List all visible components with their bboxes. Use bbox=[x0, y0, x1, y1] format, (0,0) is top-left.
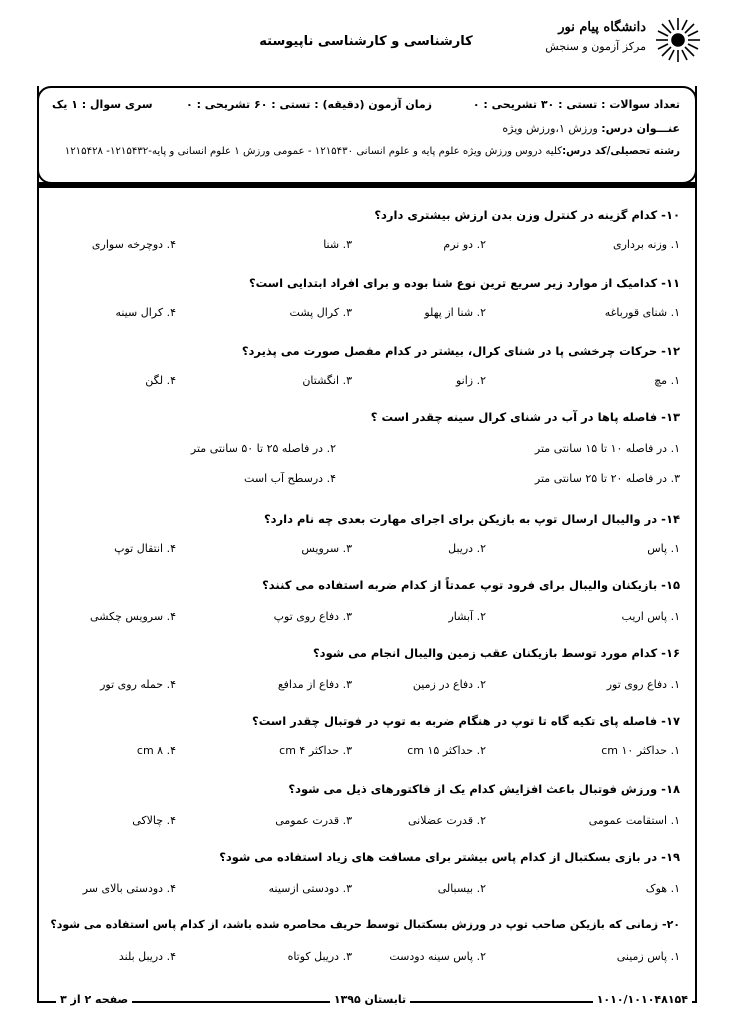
q17-option-2[interactable]: ۲. حداکثر ۱۵ cm bbox=[407, 744, 486, 757]
info-box-divider bbox=[37, 182, 697, 188]
q14-option-4[interactable]: ۴. انتقال توپ bbox=[114, 542, 176, 555]
question-10: ۱۰- کدام گزینه در کنترل وزن بدن ارزش بیشتری دارد؟ bbox=[374, 208, 680, 222]
q13-option-1[interactable]: ۱. در فاصله ۱۰ تا ۱۵ سانتی متر bbox=[534, 442, 680, 455]
q14-option-1[interactable]: ۱. پاس bbox=[647, 542, 680, 555]
course-value: ورزش ۱،ورزش ویژه bbox=[502, 122, 602, 135]
q20-option-1[interactable]: ۱. پاس زمینی bbox=[616, 950, 680, 963]
q10-option-3[interactable]: ۳. شنا bbox=[323, 238, 352, 251]
field-label: رشته تحصیلی/کد درس: bbox=[562, 146, 680, 157]
question-19: ۱۹- در بازی بسکتبال از کدام پاس بیشتر برای مسافت های زیاد استفاده می شود؟ bbox=[219, 850, 680, 864]
q20-option-4[interactable]: ۴. دریبل بلند bbox=[118, 950, 176, 963]
q14-option-2[interactable]: ۲. دریبل bbox=[448, 542, 486, 555]
q10-option-1[interactable]: ۱. وزنه برداری bbox=[612, 238, 680, 251]
q12-option-4[interactable]: ۴. لگن bbox=[145, 374, 176, 387]
q11-option-3[interactable]: ۳. کرال پشت bbox=[289, 306, 352, 319]
q12-option-2[interactable]: ۲. زانو bbox=[455, 374, 486, 387]
course-title bbox=[502, 122, 680, 135]
q11-option-4[interactable]: ۴. کرال سینه bbox=[115, 306, 176, 319]
page-number: صفحه ۲ از ۳ bbox=[56, 993, 132, 1006]
q10-option-2[interactable]: ۲. دو نرم bbox=[443, 238, 486, 251]
q13-option-2[interactable]: ۲. در فاصله ۲۵ تا ۵۰ سانتی متر bbox=[190, 442, 336, 455]
q16-option-3[interactable]: ۳. دفاع از مدافع bbox=[277, 678, 352, 691]
q16-option-2[interactable]: ۲. دفاع در زمین bbox=[412, 678, 486, 691]
q15-option-4[interactable]: ۴. سرویس چکشی bbox=[90, 610, 176, 623]
q14-option-3[interactable]: ۳. سرویس bbox=[301, 542, 352, 555]
q13-option-3[interactable]: ۳. در فاصله ۲۰ تا ۲۵ سانتی متر bbox=[534, 472, 680, 485]
q15-option-2[interactable]: ۲. آبشار bbox=[448, 610, 486, 623]
field-of-study bbox=[65, 146, 680, 157]
exam-time: زمان آزمون (دقیقه) : تستی : ۶۰ تشریحی : ۰ bbox=[186, 98, 432, 111]
q16-option-4[interactable]: ۴. حمله روی تور bbox=[100, 678, 176, 691]
q11-option-1[interactable]: ۱. شنای قورباغه bbox=[604, 306, 680, 319]
q12-option-1[interactable]: ۱. مچ bbox=[654, 374, 680, 387]
question-16: ۱۶- کدام مورد توسط بازیکنان عقب زمین والیبال انجام می شود؟ bbox=[313, 646, 680, 660]
q20-option-2[interactable]: ۲. پاس سینه دودست bbox=[389, 950, 486, 963]
q15-option-1[interactable]: ۱. پاس اریب bbox=[621, 610, 680, 623]
q17-option-4[interactable]: ۴. ۸ cm bbox=[136, 744, 176, 757]
question-15: ۱۵- بازیکنان والیبال برای فرود توپ عمدتاً از کدام ضربه استفاده می کنند؟ bbox=[262, 578, 680, 592]
q11-option-2[interactable]: ۲. شنا از پهلو bbox=[424, 306, 486, 319]
q10-option-4[interactable]: ۴. دوچرخه سواری bbox=[91, 238, 176, 251]
course-label: عنـــوان درس: bbox=[601, 122, 680, 135]
q19-option-3[interactable]: ۳. دودستی ازسینه bbox=[268, 882, 352, 895]
q12-option-3[interactable]: ۳. انگشتان bbox=[302, 374, 352, 387]
q18-option-3[interactable]: ۳. قدرت عمومی bbox=[275, 814, 352, 827]
q17-option-1[interactable]: ۱. حداکثر ۱۰ cm bbox=[601, 744, 680, 757]
q18-option-2[interactable]: ۲. قدرت عضلانی bbox=[407, 814, 486, 827]
question-18: ۱۸- ورزش فوتبال باعث افزایش کدام یک از فاکتورهای ذیل می شود؟ bbox=[288, 782, 680, 796]
question-12: ۱۲- حرکات چرخشی پا در شنای کرال، بیشتر در کدام مفصل صورت می پذیرد؟ bbox=[241, 344, 680, 358]
question-11: ۱۱- کدامیک از موارد زیر سریع ترین نوع شنا بوده و برای افراد ابتدایی است؟ bbox=[248, 276, 680, 290]
q18-option-4[interactable]: ۴. چالاکی bbox=[132, 814, 176, 827]
q19-option-4[interactable]: ۴. دودستی بالای سر bbox=[82, 882, 176, 895]
q16-option-1[interactable]: ۱. دفاع روی تور bbox=[606, 678, 680, 691]
question-count: تعداد سوالات : تستی : ۳۰ تشریحی : ۰ bbox=[472, 98, 680, 111]
university-name: دانشگاه پیام نور bbox=[558, 20, 646, 35]
q15-option-3[interactable]: ۳. دفاع روی توپ bbox=[273, 610, 352, 623]
question-20: ۲۰- زمانی که بازیکن صاحب توپ در ورزش بسکتبال توسط حریف محاصره شده باشد، از کدام پاس استفاده می شود؟ bbox=[50, 918, 680, 931]
q20-option-3[interactable]: ۳. دریبل کوتاه bbox=[287, 950, 352, 963]
q13-option-4[interactable]: ۴. درسطح آب است bbox=[244, 472, 336, 485]
question-17: ۱۷- فاصله پای تکیه گاه تا توپ در هنگام ضربه به توپ در فوتبال چقدر است؟ bbox=[252, 714, 680, 728]
center-name: مرکز آزمون و سنجش bbox=[545, 40, 646, 53]
q19-option-2[interactable]: ۲. بیسبالی bbox=[437, 882, 486, 895]
question-14: ۱۴- در والیبال ارسال توپ به بازیکن برای اجرای مهارت بعدی چه نام دارد؟ bbox=[263, 512, 680, 526]
q17-option-3[interactable]: ۳. حداکثر ۴ cm bbox=[279, 744, 352, 757]
question-series: سری سوال : ۱ یک bbox=[52, 98, 153, 111]
q18-option-1[interactable]: ۱. استقامت عمومی bbox=[588, 814, 680, 827]
q19-option-1[interactable]: ۱. هوک bbox=[645, 882, 680, 895]
question-13: ۱۳- فاصله پاها در آب در شنای کرال سینه چقدر است ؟ bbox=[370, 410, 680, 424]
field-value: کلیه دروس ورزش ویژه علوم پایه و علوم انسانی ۱۲۱۵۴۳۰ - عمومی ورزش ۱ علوم انسانی و پایه-۱۲۱۵۴۳۲- ۱۲۱۵۴۲۸ bbox=[64, 146, 563, 157]
exam-type-title: کارشناسی و کارشناسی ناپیوسته bbox=[259, 34, 473, 49]
exam-term-label: تابستان ۱۳۹۵ bbox=[330, 993, 410, 1006]
exam-code: ۱۰۱۰/۱۰۱۰۴۸۱۵۴ bbox=[593, 993, 692, 1006]
